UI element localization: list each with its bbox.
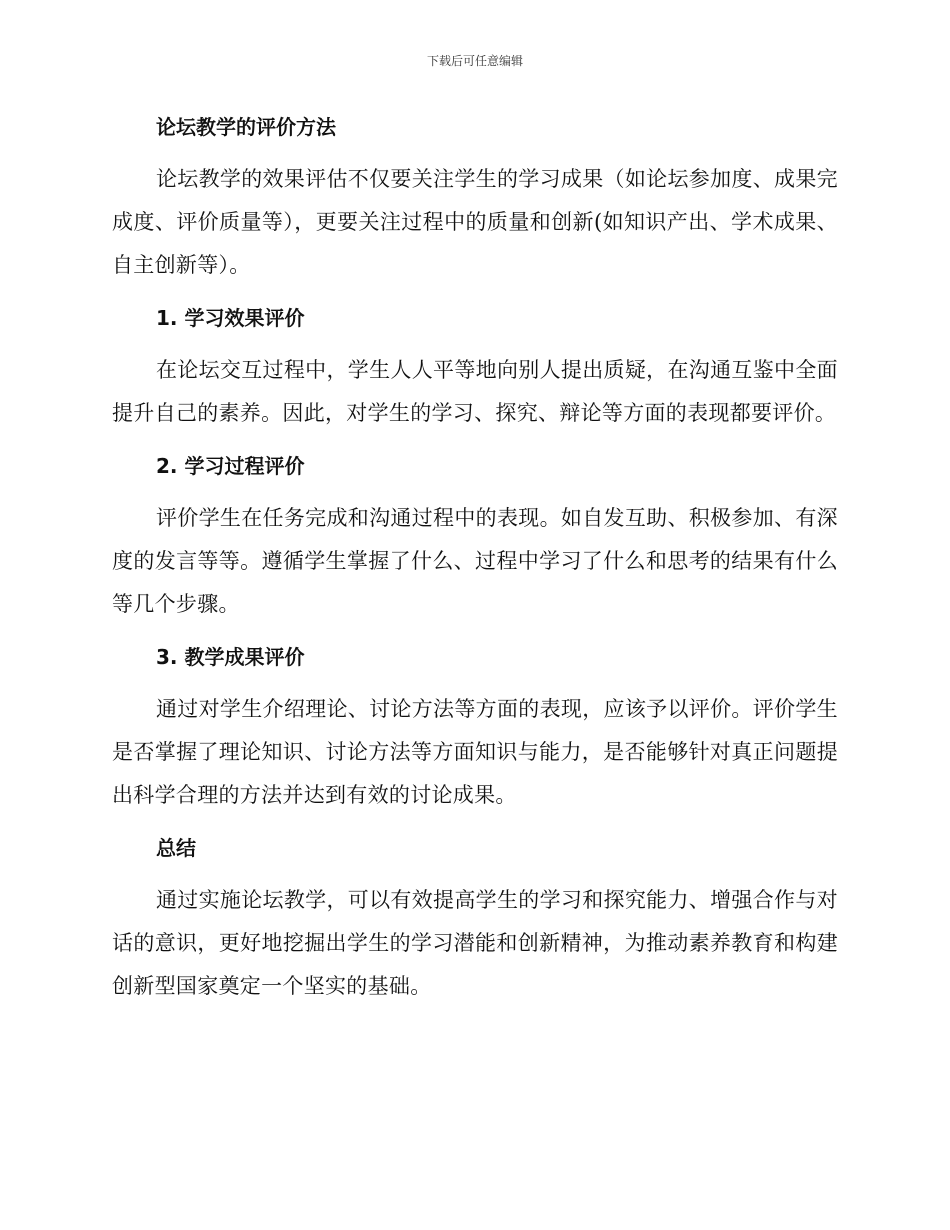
document-title: 论坛教学的评价方法 bbox=[156, 115, 336, 139]
section-paragraph-3: 通过对学生介绍理论、讨论方法等方面的表现，应该予以评价。评价学生是否掌握了理论知识、讨论方法等方面知识与能力，是否能够针对真正问题提出科学合理的方法并达到有效的讨论成果。 bbox=[112, 697, 838, 807]
document-body bbox=[112, 110, 838, 1022]
section-heading-2: 2. 学习过程评价 bbox=[156, 454, 305, 478]
summary-heading: 总结 bbox=[156, 836, 196, 860]
section-paragraph-2: 评价学生在任务完成和沟通过程中的表现。如自发互助、积极参加、有深度的发言等等。遵循学生掌握了什么、过程中学习了什么和思考的结果有什么等几个步骤。 bbox=[112, 506, 838, 616]
intro-paragraph: 论坛教学的效果评估不仅要关注学生的学习成果（如论坛参加度、成果完成度、评价质量等），更要关注过程中的质量和创新(如知识产出、学术成果、自主创新等）。 bbox=[112, 167, 838, 277]
summary-paragraph: 通过实施论坛教学，可以有效提高学生的学习和探究能力、增强合作与对话的意识，更好地挖掘出学生的学习潜能和创新精神，为推动素养教育和构建创新型国家奠定一个坚实的基础。 bbox=[112, 888, 838, 998]
page-header: 下载后可任意编辑 bbox=[426, 54, 523, 68]
section-heading-1: 1. 学习效果评价 bbox=[156, 306, 305, 330]
section-heading-3: 3. 教学成果评价 bbox=[156, 645, 305, 669]
section-paragraph-1: 在论坛交互过程中，学生人人平等地向别人提出质疑，在沟通互鉴中全面提升自己的素养。因此，对学生的学习、探究、辩论等方面的表现都要评价。 bbox=[112, 358, 838, 425]
